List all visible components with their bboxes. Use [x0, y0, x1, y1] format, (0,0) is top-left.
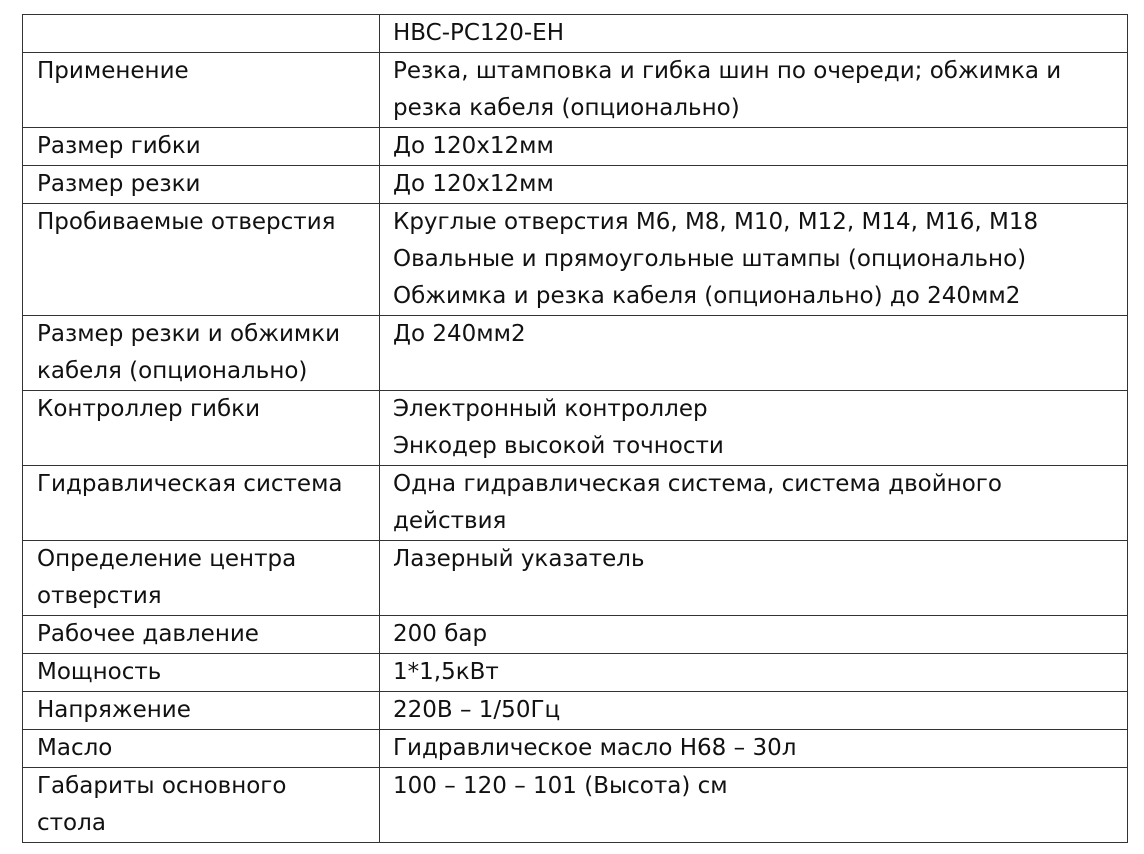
row-label: Мощность: [23, 654, 380, 692]
row-value: 200 бар: [380, 616, 1128, 654]
table-row: [23, 768, 1128, 843]
row-value: Круглые отверстия М6, М8, М10, М12, М14, М16, М18 Овальные и прямоугольные штампы (опционально) Обжимка и резка кабеля (опционально) до 240мм2: [380, 204, 1128, 316]
row-label: Габариты основного стола: [23, 768, 380, 843]
table-row: [23, 391, 1128, 466]
table-row: [23, 616, 1128, 654]
table-row: [23, 128, 1128, 166]
table-row: [23, 166, 1128, 204]
row-value: До 240мм2: [380, 316, 1128, 391]
row-value: Одна гидравлическая система, система двойного действия: [380, 466, 1128, 541]
row-label: Рабочее давление: [23, 616, 380, 654]
model-name: HBC-PC120-EH: [380, 15, 1128, 53]
row-value: 1*1,5кВт: [380, 654, 1128, 692]
row-label: Гидравлическая система: [23, 466, 380, 541]
table-header-row: [23, 15, 1128, 53]
row-value: 100 – 120 – 101 (Высота) см: [380, 768, 1128, 843]
row-label: Размер гибки: [23, 128, 380, 166]
row-label: Масло: [23, 730, 380, 768]
row-value: До 120x12мм: [380, 166, 1128, 204]
row-label: Размер резки: [23, 166, 380, 204]
table-row: [23, 204, 1128, 316]
table-row: [23, 692, 1128, 730]
row-label: Применение: [23, 53, 380, 128]
row-label: Пробиваемые отверстия: [23, 204, 380, 316]
table-row: [23, 53, 1128, 128]
table-row: [23, 466, 1128, 541]
row-value: Резка, штамповка и гибка шин по очереди; обжимка и резка кабеля (опционально): [380, 53, 1128, 128]
row-value: Гидравлическое масло H68 – 30л: [380, 730, 1128, 768]
spec-table: [22, 14, 1128, 843]
row-value: Электронный контроллер Энкодер высокой точности: [380, 391, 1128, 466]
row-label: Определение центра отверстия: [23, 541, 380, 616]
row-label: Размер резки и обжимки кабеля (опционально): [23, 316, 380, 391]
row-value: 220В – 1/50Гц: [380, 692, 1128, 730]
table-row: [23, 316, 1128, 391]
row-label: Напряжение: [23, 692, 380, 730]
row-label: Контроллер гибки: [23, 391, 380, 466]
header-label-cell: [23, 15, 380, 53]
table-row: [23, 654, 1128, 692]
row-value: До 120x12мм: [380, 128, 1128, 166]
table-row: [23, 730, 1128, 768]
row-value: Лазерный указатель: [380, 541, 1128, 616]
table-row: [23, 541, 1128, 616]
